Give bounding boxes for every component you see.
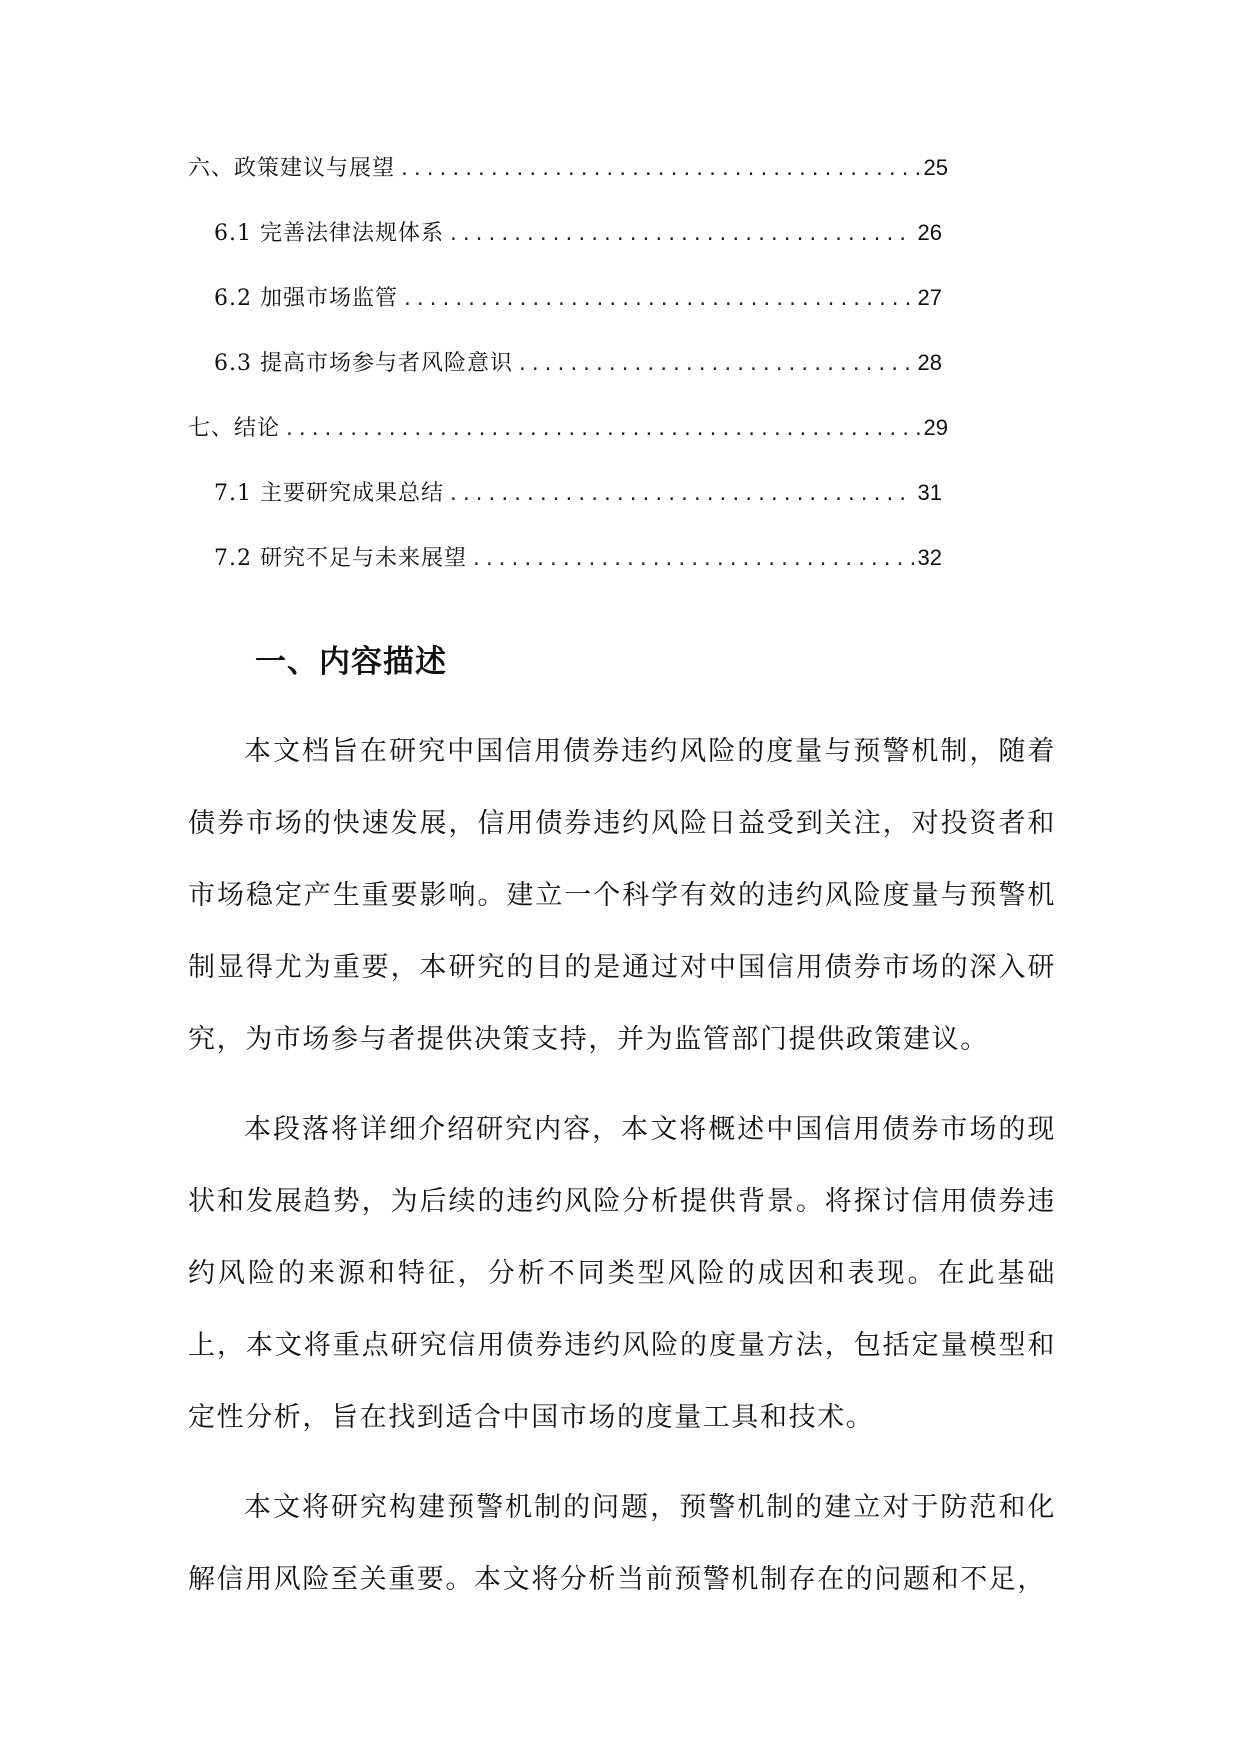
toc-entry-title: 7.1 主要研究成果总结 [214,481,444,506]
toc-entry-title: 七、结论 [188,416,281,441]
section-heading: 一、内容描述 [255,644,447,680]
toc-dot-leader [448,215,914,255]
toc-entry-page: 25 [923,155,948,180]
toc-entry-title: 6.3 提高市场参与者风险意识 [214,351,513,376]
toc-dot-leader [399,150,920,190]
toc-dot-leader [471,540,914,580]
section-body [188,716,1056,1616]
toc-entry-title: 7.2 研究不足与未来展望 [214,546,467,571]
toc-entry[interactable] [188,213,942,278]
toc-entry-title: 6.2 加强市场监管 [214,286,398,311]
table-of-contents [188,148,948,603]
toc-dot-leader [517,345,914,385]
toc-entry-page: 29 [923,415,948,440]
toc-entry-title: 六、政策建议与展望 [188,156,396,181]
toc-entry-title: 6.1 完善法律法规体系 [214,221,444,246]
toc-entry[interactable] [188,148,948,213]
body-paragraph: 本文将研究构建预警机制的问题，预警机制的建立对于防范和化解信用风险至关重要。本文将分析当前预警机制存在的问题和不足， [188,1492,1056,1595]
toc-entry-page: 27 [917,285,942,310]
toc-entry-page: 28 [917,350,942,375]
toc-entry[interactable] [188,343,942,408]
toc-entry[interactable] [188,408,948,473]
toc-dot-leader [284,410,920,450]
toc-entry[interactable] [188,278,942,343]
toc-entry[interactable] [188,538,942,603]
toc-entry[interactable] [188,473,942,538]
toc-entry-page: 32 [917,545,942,570]
toc-entry-page: 26 [917,220,942,245]
toc-entry-page: 31 [917,480,942,505]
body-paragraph: 本段落将详细介绍研究内容，本文将概述中国信用债券市场的现状和发展趋势，为后续的违约风险分析提供背景。将探讨信用债券违约风险的来源和特征，分析不同类型风险的成因和表现。在此基础上，本文将重点研究信用债券违约风险的度量方法，包括定量模型和定性分析，旨在找到适合中国市场的度量工具和技术。 [188,1114,1056,1433]
toc-dot-leader [448,475,914,515]
body-paragraph: 本文档旨在研究中国信用债券违约风险的度量与预警机制，随着债券市场的快速发展，信用债券违约风险日益受到关注，对投资者和市场稳定产生重要影响。建立一个科学有效的违约风险度量与预警机制显得尤为重要，本研究的目的是通过对中国信用债券市场的深入研究，为市场参与者提供决策支持，并为监管部门提供政策建议。 [188,736,1056,1055]
toc-dot-leader [402,280,914,320]
